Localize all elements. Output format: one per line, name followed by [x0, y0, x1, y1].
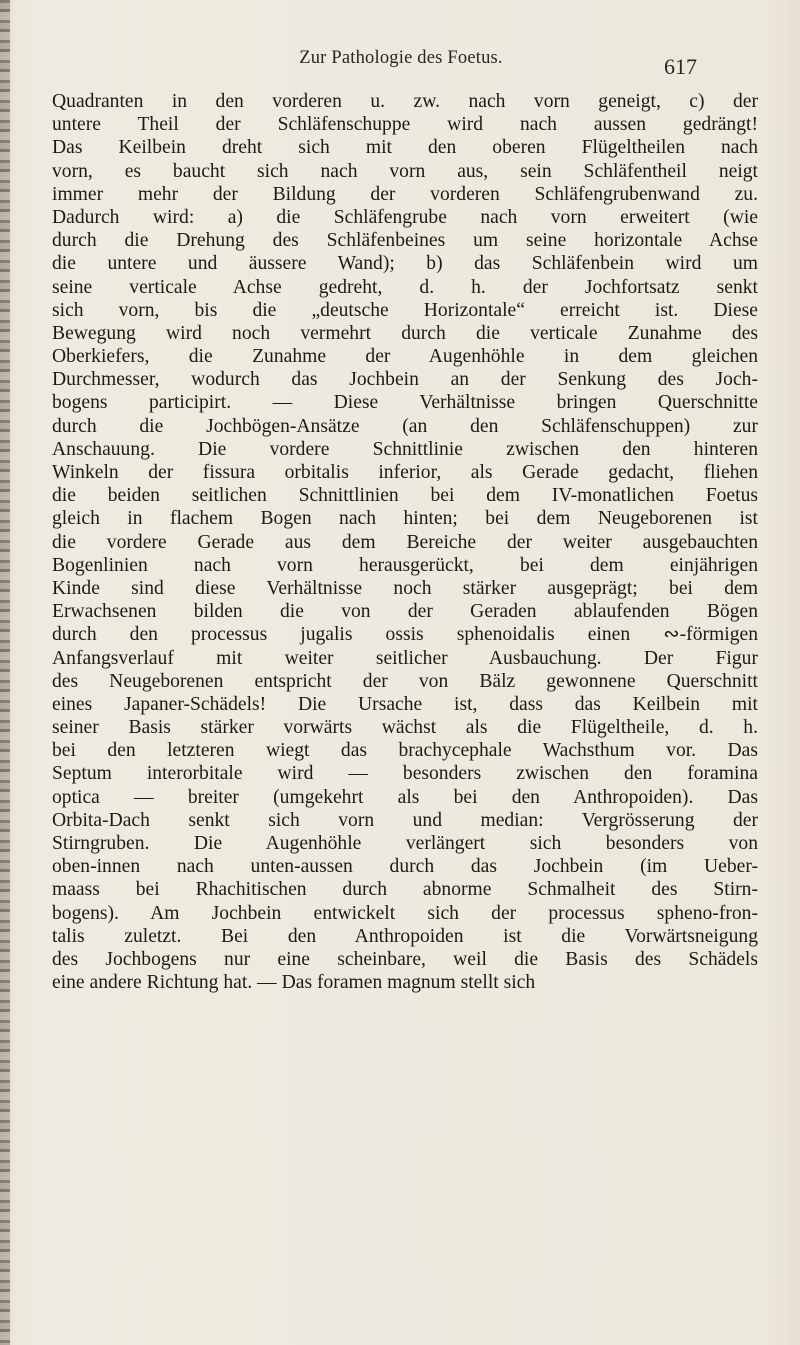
text-line: bogens participirt. — Diese Verhältnisse bringen Querschnitte	[52, 392, 758, 414]
text-line: eine andere Richtung hat. — Das foramen magnum stellt sich	[52, 972, 536, 994]
text-line: des Neugeborenen entspricht der von Bälz gewonnene Querschnitt	[52, 670, 758, 692]
text-line: seiner Basis stärker vorwärts wächst als die Flügeltheile, d. h.	[52, 717, 758, 739]
text-line: des Jochbogens nur eine scheinbare, weil die Basis des Schädels	[52, 948, 758, 970]
text-line: Bogenlinien nach vorn herausgerückt, bei dem einjährigen	[52, 554, 758, 576]
text-line: bei den letzteren wiegt das brachycephale Wachsthum vor. Das	[52, 740, 758, 762]
text-line: Erwachsenen bilden die von der Geraden ablaufenden Bögen	[52, 601, 758, 623]
text-line: talis zuletzt. Bei den Anthropoiden ist die Vorwärtsneigung	[52, 925, 758, 947]
text-line: Orbita-Dach senkt sich vorn und median: Vergrösserung der	[52, 809, 758, 831]
text-line: Kinde sind diese Verhältnisse noch stärker ausgeprägt; bei dem	[52, 577, 758, 599]
text-line: vorn, es baucht sich nach vorn aus, sein Schläfentheil neigt	[52, 160, 758, 182]
text-line: Stirngruben. Die Augenhöhle verlängert sich besonders von	[52, 833, 758, 854]
text-line: Durchmesser, wodurch das Jochbein an der Senkung des Joch-	[52, 369, 758, 391]
running-title: Zur Pathologie des Foetus.	[299, 48, 503, 68]
page-number: 617	[664, 54, 697, 79]
text-line: Bewegung wird noch vermehrt durch die verticale Zunahme des	[52, 322, 758, 344]
text-line: optica — breiter (umgekehrt als bei den Anthropoiden). Das	[52, 786, 758, 808]
text-line: die beiden seitlichen Schnittlinien bei dem IV-monatlichen Foetus	[52, 485, 758, 507]
text-line: eines Japaner-Schädels! Die Ursache ist, dass das Keilbein mit	[52, 693, 758, 715]
text-line: Oberkiefers, die Zunahme der Augenhöhle in dem gleichen	[52, 346, 758, 368]
text-line: durch den processus jugalis ossis sphenoidalis einen ∾-förmigen	[52, 624, 758, 646]
text-line: die untere und äussere Wand); b) das Schläfenbein wird um	[52, 253, 758, 275]
text-line: Anschauung. Die vordere Schnittlinie zwischen den hinteren	[52, 438, 758, 460]
text-line: die vordere Gerade aus dem Bereiche der weiter ausgebauchten	[52, 531, 758, 553]
text-line: gleich in flachem Bogen nach hinten; bei dem Neugeborenen ist	[52, 508, 758, 530]
binding-edge	[0, 0, 10, 1345]
text-line: seine verticale Achse gedreht, d. h. der Jochfortsatz senkt	[52, 276, 758, 298]
text-line: durch die Drehung des Schläfenbeines um seine horizontale Achse	[52, 230, 758, 252]
text-line: durch die Jochbögen-Ansätze (an den Schläfenschuppen) zur	[52, 415, 758, 437]
text-line: bogens). Am Jochbein entwickelt sich der processus spheno-fron-	[52, 902, 758, 924]
running-head	[0, 48, 800, 78]
text-line: Septum interorbitale wird — besonders zwischen den foramina	[52, 763, 758, 785]
text-line: maass bei Rhachitischen durch abnorme Schmalheit des Stirn-	[52, 879, 758, 901]
text-line: untere Theil der Schläfenschuppe wird nach aussen gedrängt!	[52, 114, 758, 136]
text-line: immer mehr der Bildung der vorderen Schläfengrubenwand zu.	[52, 183, 758, 205]
text-line: Das Keilbein dreht sich mit den oberen Flügeltheilen nach	[52, 137, 758, 159]
text-line: Winkeln der fissura orbitalis inferior, als Gerade gedacht, fliehen	[52, 462, 758, 483]
text-line: sich vorn, bis die „deutsche Horizontale“ erreicht ist. Diese	[52, 299, 758, 321]
text-line: Anfangsverlauf mit weiter seitlicher Ausbauchung. Der Figur	[52, 647, 758, 669]
text-line: Dadurch wird: a) die Schläfengrube nach vorn erweitert (wie	[52, 206, 758, 228]
text-line: Quadranten in den vorderen u. zw. nach vorn geneigt, c) der	[52, 91, 758, 112]
text-line: oben-innen nach unten-aussen durch das Jochbein (im Ueber-	[52, 856, 758, 878]
body-text	[52, 90, 758, 994]
